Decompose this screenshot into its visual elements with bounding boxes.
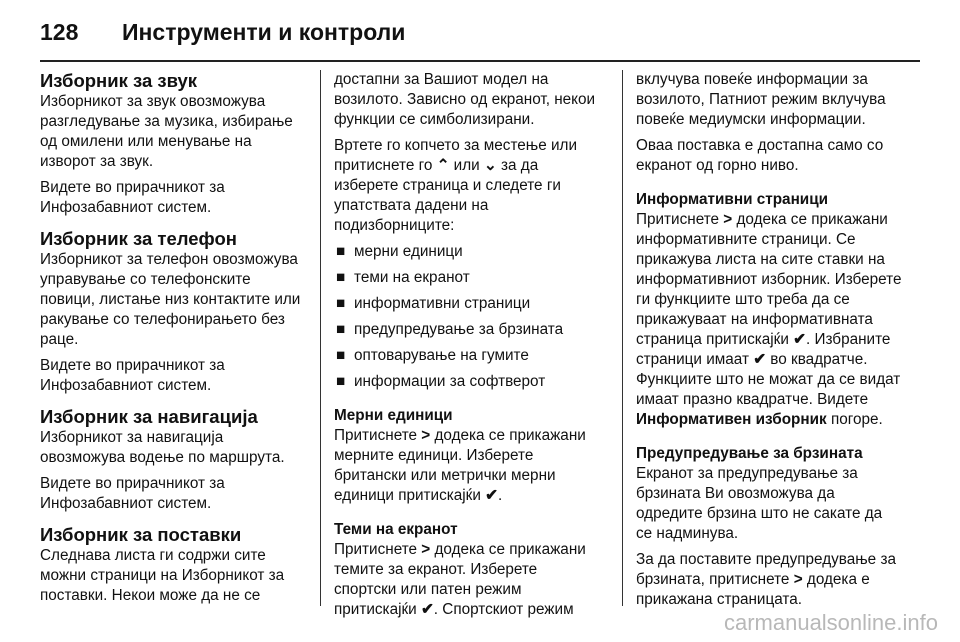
list-item: ■ информативни страници [336,295,531,312]
paragraph: Оваа поставка е достапна само со екранот од горно ниво. [636,137,884,174]
speed-warning-subsection [636,444,902,610]
bullet-icon: ■ [336,243,346,260]
section-heading: Изборник за поставки [40,524,242,545]
list-item: ■ предупредување за брзината [336,321,564,338]
paragraph: Изборникот за телефон овозможува управување со телефонските повици, листање низ контактите или ракување со телефонирањето без раце. [40,251,301,348]
subsection-heading: Информативни страници [636,191,829,208]
section-heading: Изборник за телефон [40,228,237,249]
paragraph: За да поставите предупредување за брзината, притиснете > додека е прикажана страницата. [636,551,896,608]
paragraph: Екранот за предупредување за брзината Ви овозможува да одредите брзина што не сакате да се надминува. [636,465,883,542]
themes-subsection [334,520,596,620]
page-number: 128 [40,18,79,45]
check-icon: ✔ [420,601,434,618]
page-header [40,12,405,52]
list-item: ■ оптоварување на гумите [336,347,529,364]
phone-menu-section [40,228,302,396]
units-subsection [334,406,596,506]
paragraph: Видете во прирачникот за Инфозабавниот систем. [40,357,225,394]
section-heading: Изборник за звук [40,70,198,91]
check-icon: ✔ [793,331,806,348]
bullet-icon: ■ [336,269,346,286]
bullet-icon: ■ [336,321,346,338]
paragraph: Притиснете > додека се прикажани темите за екранот. Изберете спортски или патен режим притискајќи ✔. Спортскиот режим [334,541,586,618]
column-2 [334,70,596,634]
text-run: за да изберете страница и следете ги упатствата дадени на подизборниците: [334,157,561,234]
bullet-icon: ■ [336,347,346,364]
paragraph: Видете во прирачникот за Инфозабавниот систем. [40,475,225,512]
paragraph: вклучува повеќе информации за возилото, Патниот режим вклучува повеќе медиумски информации. [636,71,886,128]
chevron-down-icon: ⌄ [483,157,497,174]
section-heading: Изборник за навигација [40,406,258,427]
text-run: или [453,157,480,174]
column-1 [40,70,302,616]
text-run: Вртете го копчето за местење или притиснете го [334,137,578,174]
chevron-right-icon: > [421,427,431,444]
paragraph: Изборникот за навигација овозможува водење по маршрута. [40,429,285,466]
watermark: carmanualsonline.info [723,610,938,635]
chapter-title: Инструменти и контроли [122,18,406,45]
info-pages-subsection [636,190,902,430]
navigation-menu-section [40,406,302,514]
list-item: ■ теми на екранот [336,269,470,286]
check-icon: ✔ [485,487,498,504]
paragraph: Следнава листа ги содржи сите можни страници на Изборникот за поставки. Некои може да не се [40,547,285,604]
chevron-right-icon: > [793,571,803,588]
list-item: ■ информации за софтверот [336,373,546,390]
chevron-up-icon: ⌃ [436,157,450,174]
column-divider [320,70,321,606]
paragraph: достапни за Вашиот модел на возилото. Зависно од екранот, некои функции се симболизирани. [334,71,596,128]
paragraph: Изборникот за звук овозможува разгледување за музика, избирање од омилени или менување на изворот за звук. [40,93,293,170]
subsection-heading: Предупредување за брзината [636,445,863,462]
subsection-heading: Теми на екранот [334,521,458,538]
header-rule [40,60,920,62]
paragraph [334,136,596,236]
paragraph: Притиснете > додека се прикажани мерните единици. Изберете британски или метрички мерни единици притискајќи ✔. [334,427,586,504]
column-divider [622,70,623,606]
check-icon: ✔ [753,351,767,368]
paragraph: Притиснете > додека се прикажани информативните страници. Се прикажува листа на сите ставки на информативниот изборник. Изберете ги функциите што треба да се прикажуваат на информативната страница притискајќи ✔. Избраните страници имаат ✔ во квадратче. Функциите што не можат да се видат имаат празно квадратче. Видете Информативен изборник погоре. [636,211,902,428]
paragraph: Видете во прирачникот за Инфозабавниот систем. [40,179,225,216]
sound-menu-section [40,70,302,218]
bullet-icon: ■ [336,295,346,312]
column-3 [636,70,902,624]
bullet-icon: ■ [336,373,346,390]
settings-menu-section [40,524,302,606]
subsection-heading: Мерни единици [334,407,453,424]
submenu-list [334,242,596,392]
cross-reference: Информативен изборник [636,411,827,428]
list-item: ■ мерни единици [336,243,463,260]
chevron-right-icon: > [421,541,431,558]
chevron-right-icon: > [723,211,733,228]
